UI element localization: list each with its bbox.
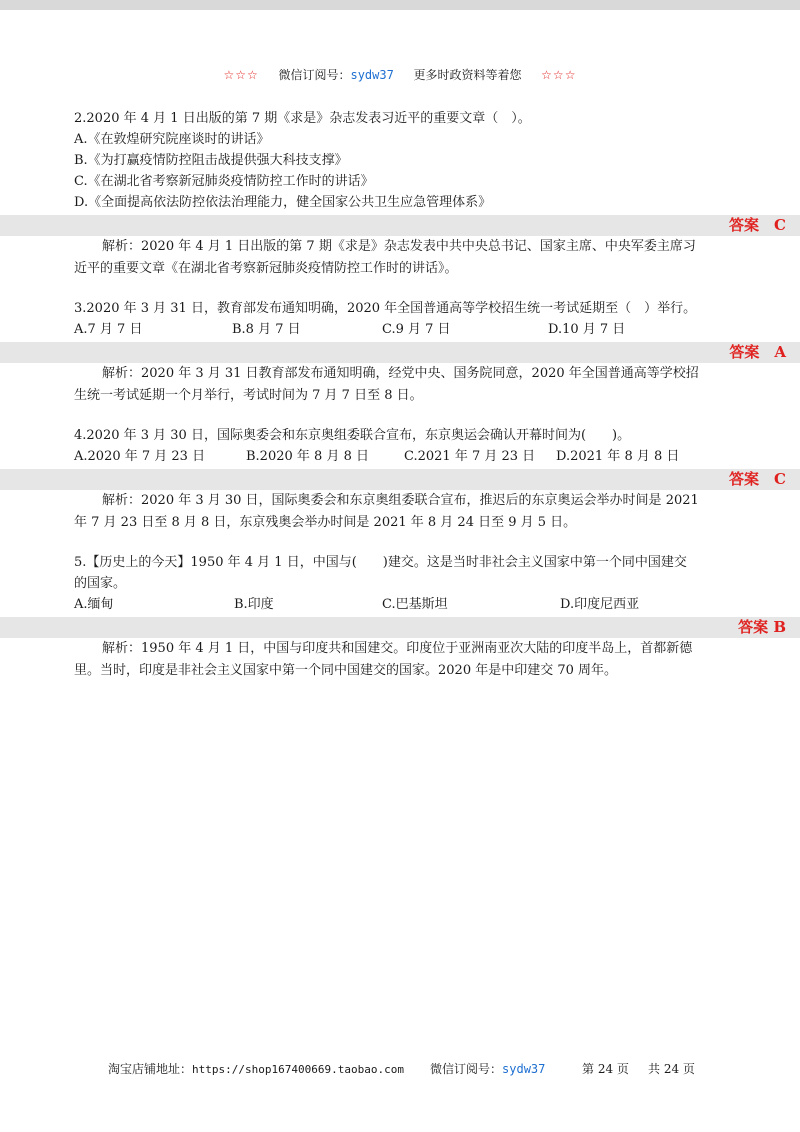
question-stem-cont: 的国家。 (74, 576, 127, 591)
options-row (74, 446, 726, 467)
option-a: A.缅甸 (74, 597, 114, 612)
shop-label: 淘宝店铺地址： (108, 1062, 193, 1076)
footer-wechat (430, 1060, 545, 1077)
answer-bar (0, 617, 800, 638)
analysis-line: 解析：1950 年 4 月 1 日，中国与印度共和国建交。印度位于亚洲南亚次大陆的印度半岛上，首都新德 (102, 641, 693, 656)
option-d: D.《全面提高依法防控依法治理能力，健全国家公共卫生应急管理体系》 (74, 195, 492, 210)
header-account: sydw37 (350, 68, 394, 82)
question-3 (74, 298, 786, 407)
option-c: C.巴基斯坦 (382, 597, 448, 612)
top-border (0, 0, 800, 10)
analysis-line: 解析：2020 年 3 月 31 日教育部发布通知明确，经党中央、国务院同意，2020 年全国普通高等学校招 (102, 366, 699, 381)
option-a: A.7 月 7 日 (74, 322, 143, 337)
question-stem: 2.2020 年 4 月 1 日出版的第 7 期《求是》杂志发表习近平的重要文章（ ）。 (74, 111, 531, 126)
footer-wechat-account: sydw37 (502, 1062, 546, 1076)
question-4 (74, 425, 786, 534)
header-stars-right: ☆☆☆ (541, 68, 577, 82)
answer-bar (0, 469, 800, 490)
answer-label: 答案 A (729, 343, 786, 361)
header-stars-left: ☆☆☆ (223, 68, 259, 82)
question-2 (74, 108, 786, 280)
option-c: C.《在湖北省考察新冠肺炎疫情防控工作时的讲话》 (74, 174, 374, 189)
header-tagline: 更多时政资料等着您 (413, 68, 522, 82)
answer-label: 答案 C (729, 216, 786, 234)
analysis-line: 近平的重要文章《在湖北省考察新冠肺炎疫情防控工作时的讲话》。 (74, 261, 458, 276)
analysis-line: 解析：2020 年 4 月 1 日出版的第 7 期《求是》杂志发表中共中央总书记、国家主席、中央军委主席习 (102, 239, 696, 254)
option-b: B.《为打赢疫情防控阻击战提供强大科技支撑》 (74, 153, 348, 168)
option-d: D.10 月 7 日 (548, 322, 626, 337)
answer-label: 答案 C (729, 470, 786, 488)
question-stem: 5.【历史上的今天】1950 年 4 月 1 日，中国与( )建交。这是当时非社会主义国家中第一个同中国建交 (74, 555, 687, 570)
page-header (0, 66, 800, 83)
option-b: B.8 月 7 日 (232, 322, 301, 337)
shop-address (108, 1060, 404, 1077)
answer-label: 答案 B (738, 618, 786, 636)
option-b: B.2020 年 8 月 8 日 (246, 449, 369, 464)
option-b: B.印度 (234, 597, 274, 612)
footer-wechat-label: 微信订阅号： (430, 1062, 503, 1076)
analysis-line: 年 7 月 23 日至 8 月 8 日，东京残奥会举办时间是 2021 年 8 月 24 日至 9 月 5 日。 (74, 515, 577, 530)
answer-bar (0, 342, 800, 363)
question-5 (74, 552, 786, 682)
header-label: 微信订阅号： (278, 68, 351, 82)
question-stem: 4.2020 年 3 月 30 日，国际奥委会和东京奥组委联合宣布，东京奥运会确认开幕时间为( )。 (74, 428, 631, 443)
option-d: D.印度尼西亚 (560, 597, 640, 612)
question-stem: 3.2020 年 3 月 31 日，教育部发布通知明确，2020 年全国普通高等学校招生统一考试延期至（ ）举行。 (74, 301, 697, 316)
option-a: A.2020 年 7 月 23 日 (74, 449, 206, 464)
options-row (74, 594, 726, 615)
answer-bar (0, 215, 800, 236)
option-d: D.2021 年 8 月 8 日 (556, 449, 680, 464)
question-list (74, 108, 786, 700)
page-total: 共 24 页 (648, 1062, 695, 1076)
option-a: A.《在敦煌研究院座谈时的讲话》 (74, 132, 270, 147)
analysis-line: 里。当时，印度是非社会主义国家中第一个同中国建交的国家。2020 年是中印建交 70 周年。 (74, 663, 618, 678)
analysis-line: 生统一考试延期一个月举行，考试时间为 7 月 7 日至 8 日。 (74, 388, 423, 403)
analysis-line: 解析：2020 年 3 月 30 日，国际奥委会和东京奥组委联合宣布，推迟后的东京奥运会举办时间是 2021 (102, 493, 699, 508)
option-c: C.2021 年 7 月 23 日 (404, 449, 536, 464)
option-c: C.9 月 7 日 (382, 322, 451, 337)
page-number: 第 24 页 (582, 1062, 629, 1076)
options-row (74, 319, 726, 340)
shop-url-link[interactable]: https://shop167400669.taobao.com (192, 1063, 404, 1076)
